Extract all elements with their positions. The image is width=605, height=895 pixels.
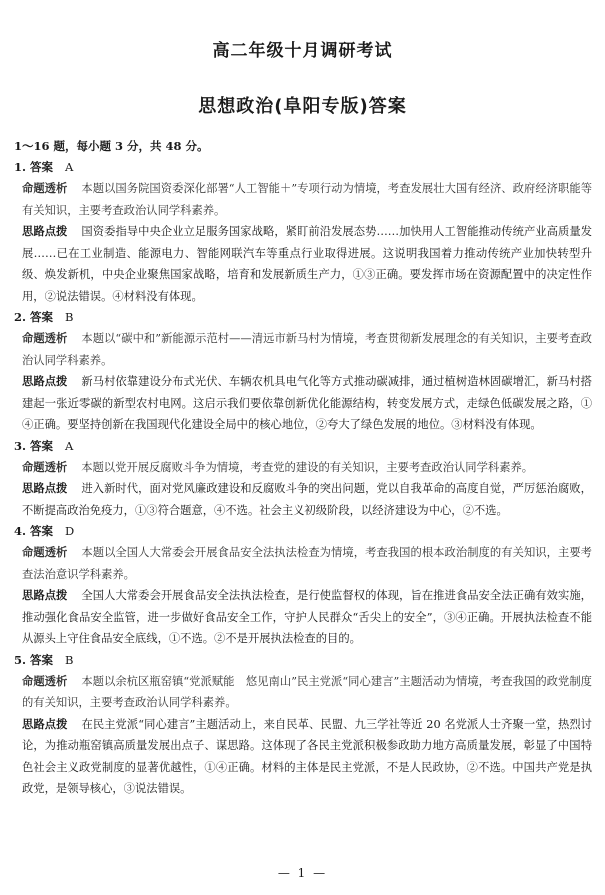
analysis-text: 本题以国务院国资委深化部署“人工智能＋”专项行动为情境，考查发展壮大国有经济、政府经济职能等有关知识，主要考查政治认同学科素养。 (22, 182, 592, 217)
answer-label: 答案 (30, 438, 54, 453)
exam-title: 高二年级十月调研考试 (212, 41, 393, 61)
question-block (14, 157, 592, 307)
hint-text: 全国人大常委会开展食品安全法执法检查，是行使监督权的体现，旨在推进食品安全法正确有效实施，推动强化食品安全监管，进一步做好食品安全工作，守护人民群众“舌尖上的安全”，③④正确。开展执法检查不能从源头上守住食品安全底线，①不选。②不是开展执法检查的目的。 (22, 589, 592, 645)
answer-label: 答案 (30, 652, 54, 667)
question-header (14, 307, 592, 328)
analysis-paragraph (22, 542, 592, 585)
analysis-label: 命题透析 (22, 546, 68, 559)
hint-label: 思路点拨 (22, 482, 68, 495)
analysis-text: 本题以余杭区瓶窑镇“党派赋能 悠见南山”民主党派“同心建言”主题活动为情境，考查我国的政党制度的有关知识，主要考查政治认同学科素养。 (22, 674, 592, 709)
analysis-text: 本题以全国人大常委会开展食品安全法执法检查为情境，考查我国的根本政治制度的有关知识，主要考查法治意识学科素养。 (22, 546, 592, 581)
question-header (14, 650, 592, 671)
question-header (14, 157, 592, 178)
question-block (14, 650, 592, 800)
exam-subtitle: 思想政治(阜阳专版)答案 (198, 96, 407, 117)
analysis-paragraph (22, 671, 592, 714)
question-block (14, 436, 592, 522)
hint-label: 思路点拨 (22, 717, 68, 731)
answer-value: D (65, 524, 75, 538)
analysis-label: 命题透析 (22, 182, 68, 195)
question-number: 5. (14, 652, 27, 667)
answer-label: 答案 (30, 524, 54, 538)
analysis-paragraph (22, 457, 592, 479)
question-block (14, 521, 592, 650)
hint-paragraph (22, 371, 592, 436)
page-number: — 1 — (277, 866, 328, 880)
analysis-text: 本题以“碳中和”新能源示范村——清远市新马村为情境，考查贯彻新发展理念的有关知识，主要考查政治认同学科素养。 (22, 332, 592, 367)
answer-content (14, 136, 592, 800)
answer-value: A (65, 160, 74, 174)
analysis-label: 命题透析 (22, 674, 68, 688)
analysis-label: 命题透析 (22, 460, 68, 474)
question-header (14, 521, 592, 542)
question-number: 4. (14, 524, 27, 538)
hint-paragraph (22, 714, 592, 800)
question-number: 1. (14, 160, 27, 174)
hint-text: 国资委指导中央企业立足服务国家战略，紧盯前沿发展态势……加快用人工智能推动传统产业高质量发展……已在工业制造、能源电力、智能网联汽车等重点行业取得进展。这说明我国着力推动传统产业加快转型升级、焕发新机，中央企业聚焦国家战略，培育和发展新质生产力，①③正确。要发挥市场在资源配置中的决定性作用，②说法错误。④材料没有体现。 (22, 225, 592, 303)
analysis-label: 命题透析 (22, 332, 68, 345)
scoring-intro: 1～16 题，每小题 3 分，共 48 分。 (14, 139, 209, 153)
answer-value: B (65, 652, 74, 667)
question-header (14, 436, 592, 457)
question-number: 2. (14, 310, 27, 324)
hint-text: 新马村依靠建设分布式光伏、车辆农机具电气化等方式推动碳减排，通过植树造林固碳增汇，新马村搭建起一张近零碳的新型农村电网。这启示我们要依靠创新优化能源结构，转变发展方式，走绿色低碳发展之路，①④正确。要坚持创新在我国现代化建设全局中的核心地位，②夸大了绿色发展的地位。③材料没有体现。 (22, 375, 592, 431)
hint-label: 思路点拨 (22, 225, 68, 238)
hint-label: 思路点拨 (22, 589, 68, 602)
hint-text: 进入新时代，面对党风廉政建设和反腐败斗争的突出问题，党以自我革命的高度自觉，严厉惩治腐败，不断提高政治免疫力，①③符合题意，④不选。社会主义初级阶段，以经济建设为中心，②不选。 (22, 482, 592, 517)
question-number: 3. (14, 438, 27, 453)
hint-text: 在民主党派“同心建言”主题活动上，来自民革、民盟、九三学社等近 20 名党派人士齐聚一堂，热烈讨论，为推动瓶窑镇高质量发展出点子、谋思路。这体现了各民主党派积极参政助力地方高质量发展，彰显了中国特色社会主义政党制度的显著优越性，①④正确。材料的主体是民主党派，不是人民政协，②不选。中国共产党是执政党，是领导核心，③说法错误。 (22, 717, 592, 795)
analysis-paragraph (22, 178, 592, 221)
hint-paragraph (22, 221, 592, 307)
answer-label: 答案 (30, 160, 54, 174)
hint-paragraph (22, 585, 592, 650)
analysis-text: 本题以党开展反腐败斗争为情境，考查党的建设的有关知识，主要考查政治认同学科素养。 (81, 460, 534, 474)
analysis-paragraph (22, 328, 592, 371)
hint-paragraph (22, 478, 592, 521)
answer-label: 答案 (30, 310, 54, 324)
question-block (14, 307, 592, 436)
hint-label: 思路点拨 (22, 375, 68, 388)
answer-value: A (65, 438, 74, 453)
answer-value: B (65, 310, 74, 324)
